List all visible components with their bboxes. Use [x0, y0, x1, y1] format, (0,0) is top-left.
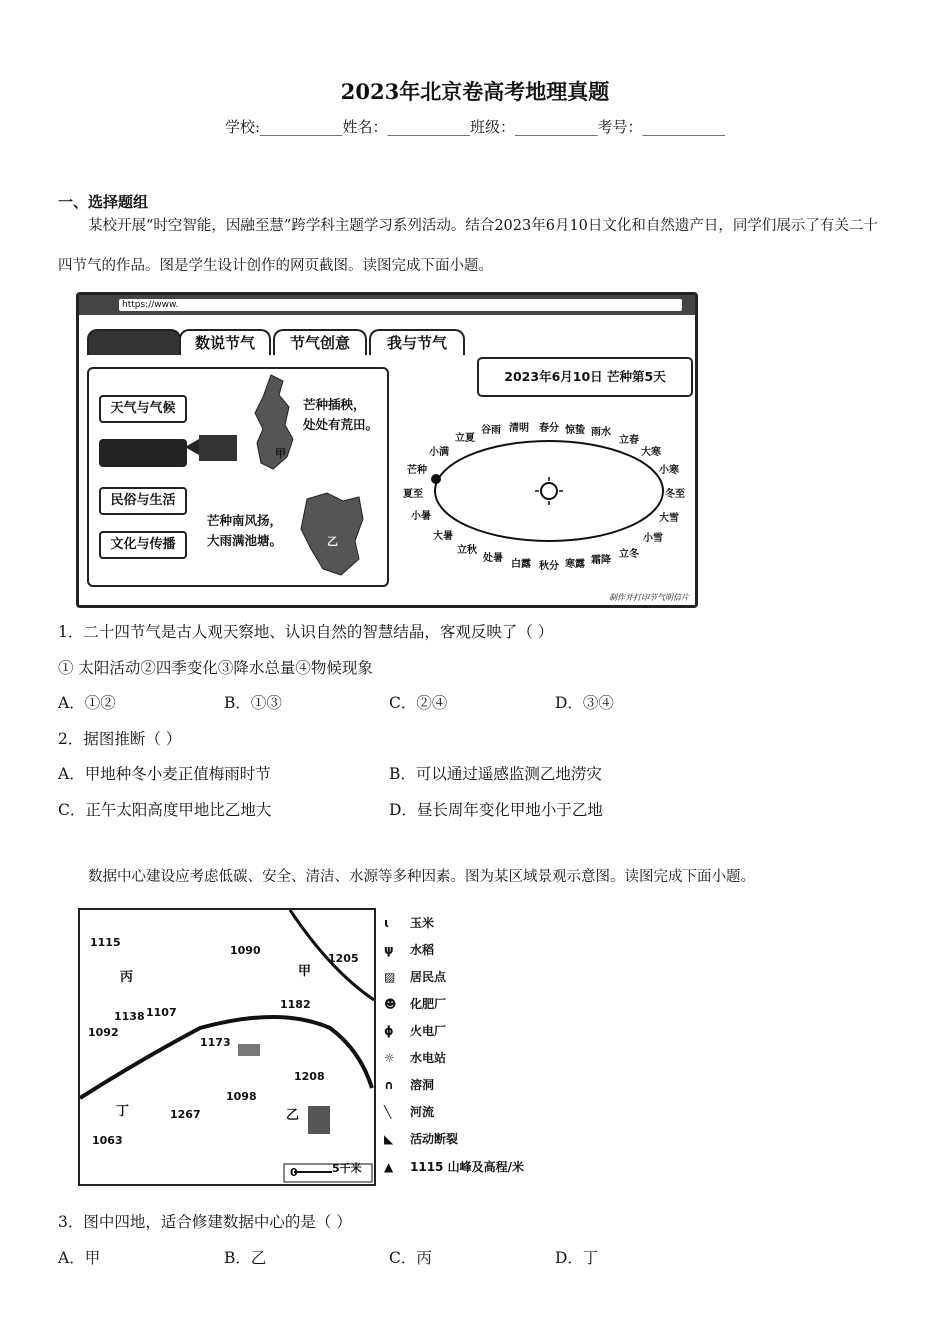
q1-option-d[interactable]: D．③④	[555, 694, 614, 712]
tab-chuangyi: 节气创意	[273, 329, 367, 355]
term-liqiu: 立秋	[457, 545, 477, 556]
river-line	[80, 1017, 372, 1098]
peak-1173: 1173	[200, 1036, 231, 1049]
q2-option-c[interactable]: C．正午太阳高度甲地比乙地大	[58, 801, 272, 819]
page-title: 2023年北京卷高考地理真题	[340, 79, 610, 104]
side-button-selected	[99, 439, 187, 467]
q1-option-a[interactable]: A．①②	[58, 694, 116, 712]
q2-option-b[interactable]: B．可以通过遥感监测乙地涝灾	[389, 765, 602, 783]
term-bailu: 白露	[511, 559, 531, 570]
sun-icon	[541, 483, 557, 499]
student-info-line: 学校:___________姓名：___________班级：___________考号：___________	[224, 118, 726, 136]
address-bar: https://www.	[119, 299, 682, 311]
peak-1205: 1205	[328, 952, 359, 965]
legend-peak: ▲ 1115 山峰及高程/米	[384, 1160, 524, 1174]
q3-option-c[interactable]: C．丙	[389, 1249, 432, 1267]
peak-1115: 1115	[90, 936, 121, 949]
legend-corn: ɩ 玉米	[384, 916, 435, 930]
place-yi: 乙	[286, 1108, 300, 1123]
q2-stem: 2．据图推断（ ）	[58, 730, 182, 748]
legend-fault: ◣ 活动断裂	[384, 1132, 459, 1146]
term-qingming: 清明	[509, 423, 529, 434]
settlement-1	[238, 1044, 260, 1056]
legend-river: ╲ 河流	[384, 1105, 435, 1119]
place-jia: 甲	[298, 964, 312, 979]
term-lichun: 立春	[619, 435, 639, 446]
peak-1098: 1098	[226, 1090, 257, 1103]
q1-option-c[interactable]: C．②④	[389, 694, 448, 712]
term-xiaoxue: 小雪	[643, 533, 663, 544]
q3-option-a[interactable]: A．甲	[58, 1249, 101, 1267]
figure-map	[78, 908, 376, 1186]
term-mangzhong: 芒种	[407, 465, 427, 476]
peak-1208: 1208	[294, 1070, 325, 1083]
peak-1182: 1182	[280, 998, 311, 1011]
term-daxue: 大雪	[659, 513, 679, 524]
q3-option-d[interactable]: D．丁	[555, 1249, 599, 1267]
place-bing: 丙	[120, 970, 134, 985]
section-heading: 一、选择题组	[58, 193, 149, 211]
tab-woyu: 我与节气	[369, 329, 465, 355]
poem-a: 芒种插秧， 处处有荒田。	[303, 397, 379, 432]
side-button-custom: 民俗与生活	[99, 487, 187, 515]
term-xiazhi: 夏至	[403, 489, 423, 500]
term-qiufen: 秋分	[539, 561, 559, 572]
term-dashu: 大暑	[433, 531, 453, 542]
term-jingzhe: 惊蛰	[565, 425, 585, 436]
legend-settlement: ▨ 居民点	[384, 970, 447, 984]
peak-1267: 1267	[170, 1108, 201, 1121]
q3-stem: 3．图中四地，适合修建数据中心的是（ ）	[58, 1213, 352, 1231]
term-hanlu: 寒露	[565, 559, 585, 570]
term-guyu: 谷雨	[481, 425, 501, 436]
term-dongzhi: 冬至	[665, 489, 685, 500]
peak-1107: 1107	[146, 1006, 177, 1019]
intro-paragraph-2: 数据中心建设应考虑低碳、安全、清洁、水源等多种因素。图为某区域景观示意图。读图完成下面小题。	[88, 869, 755, 885]
figure-webpage	[76, 292, 698, 608]
region-b-label: 乙	[327, 535, 338, 548]
term-lidong: 立冬	[619, 549, 639, 560]
term-dahan: 大寒	[641, 447, 661, 458]
legend-fertilizer-plant: ☻ 化肥厂	[384, 997, 447, 1011]
scale-zero: 0	[290, 1166, 298, 1179]
peak-1063: 1063	[92, 1134, 123, 1147]
tab-home	[87, 329, 181, 355]
legend-thermal-plant: ϕ 火电厂	[384, 1024, 447, 1038]
term-xiaoman: 小满	[429, 447, 449, 458]
term-shuangjiang: 霜降	[591, 555, 611, 566]
peak-1092: 1092	[88, 1026, 119, 1039]
term-xiaohan: 小寒	[659, 465, 679, 476]
poem-b: 芒种南风扬， 大雨满池塘。	[207, 513, 283, 548]
term-chunfen: 春分	[539, 423, 559, 434]
region-a-shape	[249, 373, 299, 473]
legend-hydro-station: ☼ 水电站	[384, 1051, 447, 1065]
q1-stem: 1．二十四节气是古人观天察地、认识自然的智慧结晶，客观反映了（ ）	[58, 623, 554, 641]
orbit-diagram	[425, 435, 675, 555]
term-yushui: 雨水	[591, 427, 611, 438]
q1-items: ① 太阳活动②四季变化③降水总量④物候现象	[58, 659, 373, 677]
content-panel	[87, 367, 389, 587]
term-xiaoshu: 小暑	[411, 511, 431, 522]
legend-cave: ∩ 溶洞	[384, 1078, 435, 1092]
peak-1138: 1138	[114, 1010, 145, 1023]
q3-option-b[interactable]: B．乙	[224, 1249, 267, 1267]
peak-1090: 1090	[230, 944, 261, 957]
q1-option-b[interactable]: B．①③	[224, 694, 282, 712]
browser-toolbar	[79, 295, 695, 315]
tab-shushuo: 数说节气	[179, 329, 271, 355]
scale-label: 5千米	[332, 1162, 362, 1175]
side-button-weather: 天气与气候	[99, 395, 187, 423]
region-a-label: 甲	[275, 447, 286, 460]
term-lixia: 立夏	[455, 433, 475, 444]
pointer-graphic	[185, 429, 245, 469]
q2-option-d[interactable]: D．昼长周年变化甲地小于乙地	[389, 801, 603, 819]
place-ding: 丁	[116, 1104, 130, 1119]
intro-paragraph-1: 某校开展“时空智能，因融至慧”跨学科主题学习系列活动。结合2023年6月10日文化和自然遗产日，同学们展示了有关二十四节气的作品。图是学生设计创作的网页截图。读图完成下面小题。	[58, 218, 878, 274]
settlement-2	[308, 1106, 330, 1134]
term-chushu: 处暑	[483, 553, 503, 564]
q2-option-a[interactable]: A．甲地种冬小麦正值梅雨时节	[58, 765, 271, 783]
legend-rice: ψ 水稻	[384, 943, 435, 957]
side-button-culture: 文化与传播	[99, 531, 187, 559]
earth-marker	[431, 474, 441, 484]
figure-credit: 制作并打印节气明信片	[609, 593, 689, 602]
date-banner: 2023年6月10日 芒种第5天	[477, 357, 693, 397]
